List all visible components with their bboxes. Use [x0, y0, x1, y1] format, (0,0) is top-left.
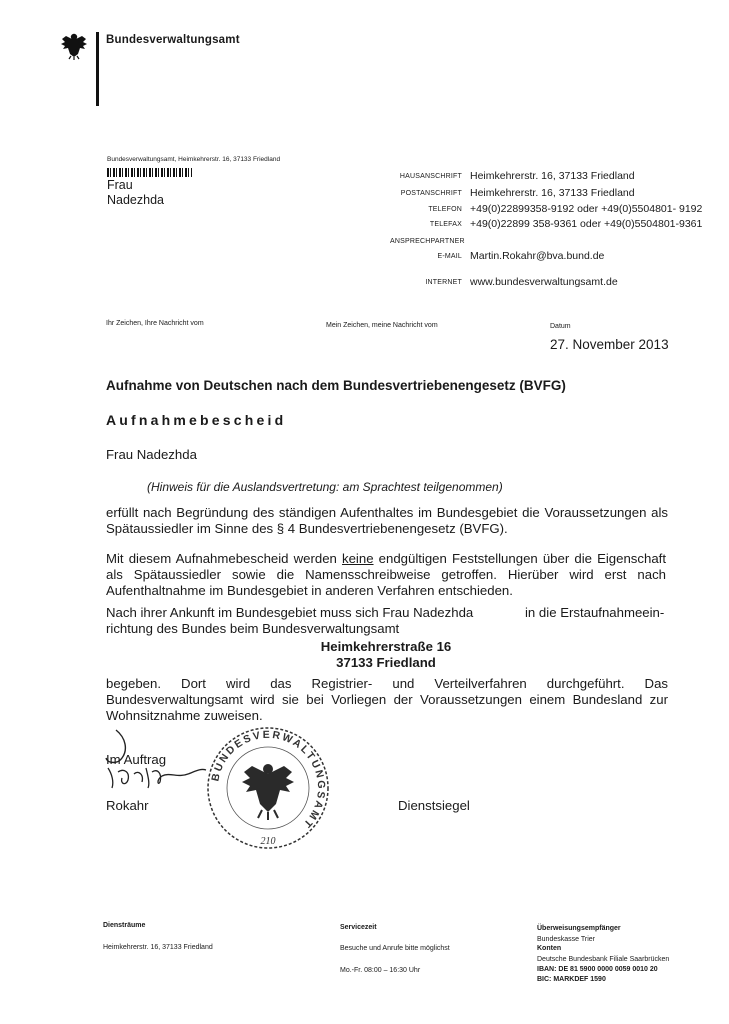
official-seal — [204, 724, 332, 852]
paragraph-arrival-left: Nach ihrer Ankunft im Bundesgebiet muss sich Frau Nadezhda — [106, 605, 474, 620]
letter-heading: Aufnahmebescheid — [106, 412, 287, 428]
destination-city: 37133 Friedland — [336, 655, 436, 670]
footer-bank-name: Deutsche Bundesbank Filiale Saarbrücken — [537, 956, 670, 963]
contact-label: TELEFON — [428, 206, 462, 213]
footer-service-title: Servicezeit — [340, 924, 377, 931]
contact-value: Heimkehrerstr. 16, 37133 Friedland — [470, 187, 635, 199]
seal-caption: Dienstsiegel — [398, 798, 470, 813]
contact-value: +49(0)22899 358-9361 oder +49(0)5504801-9361 — [470, 218, 703, 230]
contact-label: E-MAIL — [437, 253, 462, 260]
footer-bank-payee: Bundeskasse Trier — [537, 936, 595, 943]
contact-label: HAUSANSCHRIFT — [399, 173, 462, 180]
postal-barcode — [107, 168, 192, 177]
recipient-salutation: Frau — [107, 178, 133, 192]
paragraph-eligibility: erfüllt nach Begründung des ständigen Aufenthaltes im Bundesgebiet die Voraussetzungen als Spätaussiedler im Sinne des § 4 Bundesvertriebenengesetz (BVFG). — [106, 505, 668, 536]
agency-name: Bundesverwaltungsamt — [106, 34, 240, 46]
letterhead-divider — [96, 32, 99, 106]
para2-text-after: endgültigen Feststellungen über die Eigenschaft als Spätaussiedler sowie die Namensschreibweise getroffen. Hierüber wird erst nach Aufenthaltnahme im Bundesgebiet in anderen Verfahren entschieden. — [106, 551, 666, 598]
seal-number: 210 — [260, 836, 276, 847]
footer-bank-bic: BIC: MARKDEF 1590 — [537, 976, 606, 983]
destination-street: Heimkehrerstraße 16 — [320, 639, 452, 654]
my-reference-label: Mein Zeichen, meine Nachricht vom — [326, 322, 438, 329]
contact-label: INTERNET — [425, 279, 462, 286]
addressee-line: Frau Nadezhda — [106, 447, 197, 462]
para2-underlined-word: keine — [342, 551, 374, 566]
date-label: Datum — [550, 323, 571, 330]
signature-prefix: Im Auftrag — [106, 752, 167, 767]
footer-offices-address: Heimkehrerstr. 16, 37133 Friedland — [103, 944, 213, 951]
footer-service-hours: Mo.-Fr. 08:00 – 16:30 Uhr — [340, 967, 421, 974]
footer-bank-title: Überweisungsempfänger — [537, 925, 621, 932]
letter-subject: Aufnahme von Deutschen nach dem Bundesvertriebenengesetz (BVFG) — [106, 378, 566, 393]
contact-label: ANSPRECHPARTNER — [390, 238, 465, 245]
footer-offices-title: Diensträume — [103, 922, 146, 929]
contact-website: www.bundesverwaltungsamt.de — [470, 276, 618, 288]
para2-text-before: Mit diesem Aufnahmebescheid werden — [106, 551, 342, 566]
seal-ring-text: BUNDESVERWALTUNGSAMT — [209, 728, 328, 832]
recipient-name: Nadezhda — [107, 193, 164, 207]
paragraph-registration: begeben. Dort wird das Registrier- und Verteilverfahren durchgeführt. Das Bundesverwaltungsamt wird sie bei Vorliegen der Voraussetzungen einem Bundesland zur Wohnsitznahme zuweisen. — [106, 676, 668, 723]
your-reference-label: Ihr Zeichen, Ihre Nachricht vom — [106, 320, 204, 327]
paragraph-arrival-right: in die Erstaufnahmeein- — [525, 605, 665, 620]
contact-value: Heimkehrerstr. 16, 37133 Friedland — [470, 170, 635, 182]
footer-bank-accounts-title: Konten — [537, 945, 562, 952]
footer-service-note: Besuche und Anrufe bitte möglichst — [340, 945, 450, 952]
handwritten-signature — [98, 728, 208, 792]
letter-date: 27. November 2013 — [550, 337, 669, 352]
sender-return-line: Bundesverwaltungsamt, Heimkehrerstr. 16, 37133 Friedland — [107, 156, 281, 163]
contact-label: TELEFAX — [429, 221, 462, 228]
contact-email: Martin.Rokahr@bva.bund.de — [470, 250, 605, 262]
signatory-name: Rokahr — [106, 798, 149, 813]
federal-eagle-logo — [60, 30, 88, 60]
paragraph-arrival-line2: richtung des Bundes beim Bundesverwaltungsamt — [106, 621, 400, 636]
footer-bank-iban: IBAN: DE 81 5900 0000 0059 0010 20 — [537, 966, 658, 973]
paragraph-no-final-determination — [106, 551, 666, 599]
contact-value: +49(0)22899358-9192 oder +49(0)5504801- 9192 — [470, 203, 703, 215]
embassy-note: (Hinweis für die Auslandsvertretung: am Sprachtest teilgenommen) — [147, 480, 503, 494]
contact-label: POSTANSCHRIFT — [400, 190, 462, 197]
